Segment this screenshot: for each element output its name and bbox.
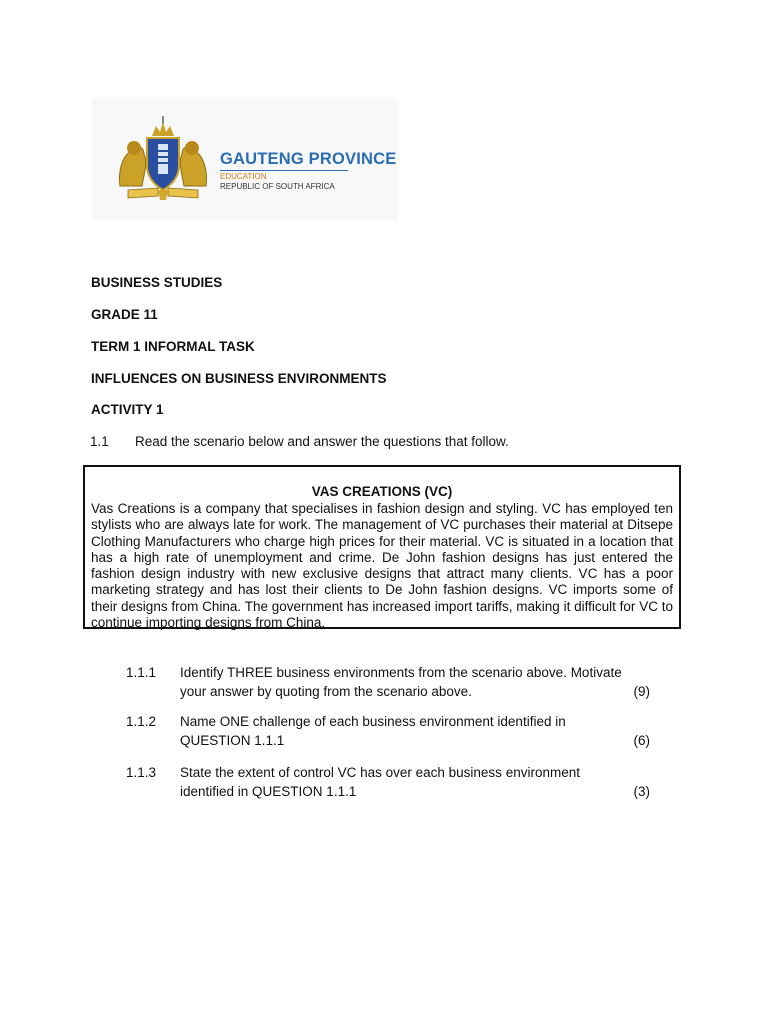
sub-question-number: 1.1.1 <box>126 665 157 680</box>
sub-question-text: Identify THREE business environments from the scenario above. Motivate your answer by quoting from the scenario above. <box>180 665 622 699</box>
sub-question-number: 1.1.3 <box>126 765 157 780</box>
activity-heading: ACTIVITY 1 <box>91 402 164 417</box>
sub-question-marks: (9) <box>633 683 650 699</box>
scenario-box <box>83 465 681 629</box>
sub-question-text: Name ONE challenge of each business environment identified in QUESTION 1.1.1 <box>180 714 566 748</box>
logo-subtitle-country: REPUBLIC OF SOUTH AFRICA <box>220 182 335 191</box>
logo-divider <box>220 170 348 171</box>
sub-question-marks: (6) <box>633 732 650 748</box>
logo-title: GAUTENG PROVINCE <box>220 150 397 168</box>
grade-heading: GRADE 11 <box>91 307 158 322</box>
task-heading: TERM 1 INFORMAL TASK <box>91 339 255 354</box>
question-number: 1.1 <box>90 434 109 449</box>
scenario-text: Vas Creations is a company that specialises in fashion design and styling. VC has employed ten stylists who are always late for work. The management of VC purchases their material at Ditsepe Clothing Manufacturers who charge high prices for their material. VC is situated in a location that has a high rate of unemployment and crime. De John fashion designs has just entered the fashion design industry with new exclusive designs that attract many clients. VC has a poor marketing strategy and has lost their clients to De John fashion designs. VC imports some of their designs from China. The government has increased import tariffs, making it difficult for VC to continue importing designs from China. <box>91 501 673 631</box>
sub-question-text: State the extent of control VC has over each business environment identified in QUESTION 1.1.1 <box>180 765 580 799</box>
sub-question-1-1-1 <box>126 664 656 701</box>
coat-of-arms-icon <box>114 116 212 202</box>
subject-heading: BUSINESS STUDIES <box>91 275 223 290</box>
sub-question-marks: (3) <box>633 783 650 799</box>
logo-subtitle-education: EDUCATION <box>220 172 267 181</box>
gauteng-logo <box>92 98 398 220</box>
sub-question-number: 1.1.2 <box>126 714 157 729</box>
sub-question-1-1-3 <box>126 764 656 801</box>
topic-heading: INFLUENCES ON BUSINESS ENVIRONMENTS <box>91 371 387 386</box>
sub-question-1-1-2 <box>126 713 656 750</box>
scenario-title: VAS CREATIONS (VC) <box>311 484 453 499</box>
question-text: Read the scenario below and answer the questions that follow. <box>135 434 509 449</box>
question-1-1 <box>90 434 509 449</box>
